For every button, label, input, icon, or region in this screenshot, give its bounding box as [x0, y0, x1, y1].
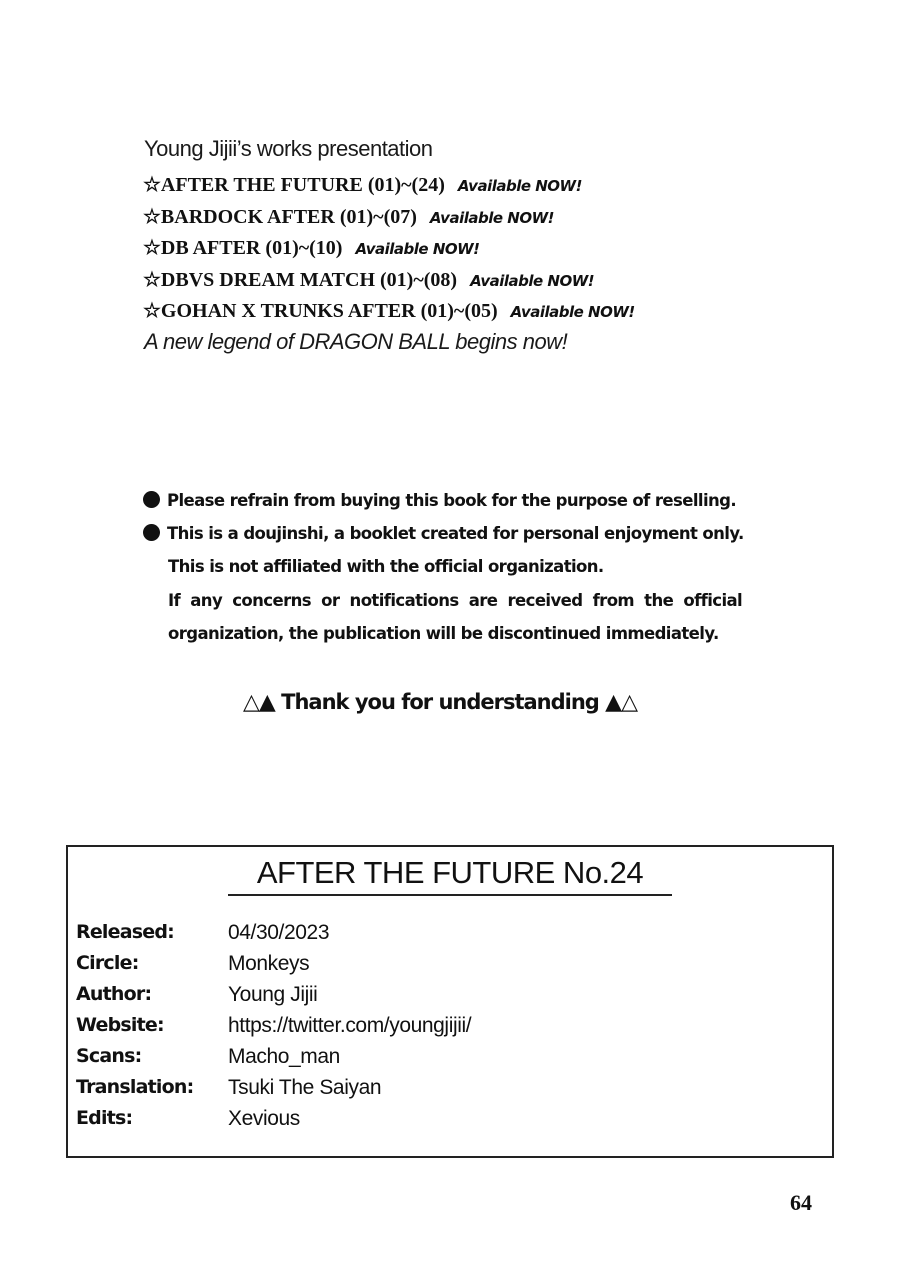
credits-title: AFTER THE FUTURE No.24 [256, 855, 644, 890]
credit-value: Tsuki The Saiyan [228, 1076, 382, 1099]
credit-value: Monkeys [228, 952, 310, 975]
credit-label: Released: [76, 921, 174, 943]
credit-label: Translation: [76, 1076, 194, 1098]
title-underline [228, 894, 672, 896]
thank-you-text: Thank you for understanding [281, 690, 599, 714]
work-title: ☆GOHAN X TRUNKS AFTER [143, 300, 416, 322]
work-range: (01)~(08) [380, 269, 458, 291]
credit-value: Macho_man [228, 1045, 340, 1068]
work-item-gohan-x-trunks-after [143, 298, 635, 323]
credit-label: Circle: [76, 952, 139, 974]
credits-box [66, 845, 834, 1158]
credit-value: Young Jijii [228, 983, 318, 1006]
notice-reselling [143, 491, 736, 510]
works-presentation-heading: Young Jijii’s works presentation [144, 136, 433, 161]
credit-value: https://twitter.com/youngjijii/ [228, 1014, 472, 1037]
triangles-right-icon: ▲△ [605, 690, 637, 715]
credit-value: 04/30/2023 [228, 921, 330, 944]
work-range: (01)~(24) [367, 174, 445, 196]
triangles-left-icon: △▲ [243, 690, 275, 715]
notice-text: This is a doujinshi, a booklet created for personal enjoyment only. [167, 524, 744, 543]
notice-not-affiliated: This is not affiliated with the official organization. [168, 557, 604, 576]
available-badge: Available NOW! [510, 303, 635, 321]
tagline: A new legend of DRAGON BALL begins now! [144, 329, 568, 354]
work-title: ☆DB AFTER [143, 237, 261, 259]
work-title: ☆BARDOCK AFTER [143, 206, 335, 228]
available-badge: Available NOW! [457, 177, 582, 195]
available-badge: Available NOW! [355, 240, 480, 258]
thank-you-line [243, 690, 637, 715]
work-range: (01)~(10) [265, 237, 343, 259]
notice-discontinued: organization, the publication will be discontinued immediately. [168, 624, 719, 643]
credit-label: Edits: [76, 1107, 133, 1129]
work-range: (01)~(05) [420, 300, 498, 322]
available-badge: Available NOW! [470, 272, 595, 290]
credit-label: Scans: [76, 1045, 142, 1067]
credit-label: Website: [76, 1014, 164, 1036]
work-range: (01)~(07) [339, 206, 417, 228]
credit-value: Xevious [228, 1107, 300, 1130]
bullet-icon [143, 524, 160, 541]
work-item-after-the-future [143, 172, 582, 197]
page-number: 64 [790, 1190, 812, 1215]
notice-concerns: If any concerns or notifications are received from the official [168, 591, 743, 610]
credit-label: Author: [76, 983, 152, 1005]
bullet-icon [143, 491, 160, 508]
available-badge: Available NOW! [429, 209, 554, 227]
work-item-bardock-after [143, 204, 554, 229]
work-item-db-after [143, 235, 480, 260]
work-item-dbvs-dream-match [143, 267, 594, 292]
work-title: ☆DBVS DREAM MATCH [143, 269, 376, 291]
notice-doujinshi [143, 524, 744, 543]
work-title: ☆AFTER THE FUTURE [143, 174, 363, 196]
notice-text: Please refrain from buying this book for the purpose of reselling. [167, 491, 737, 510]
